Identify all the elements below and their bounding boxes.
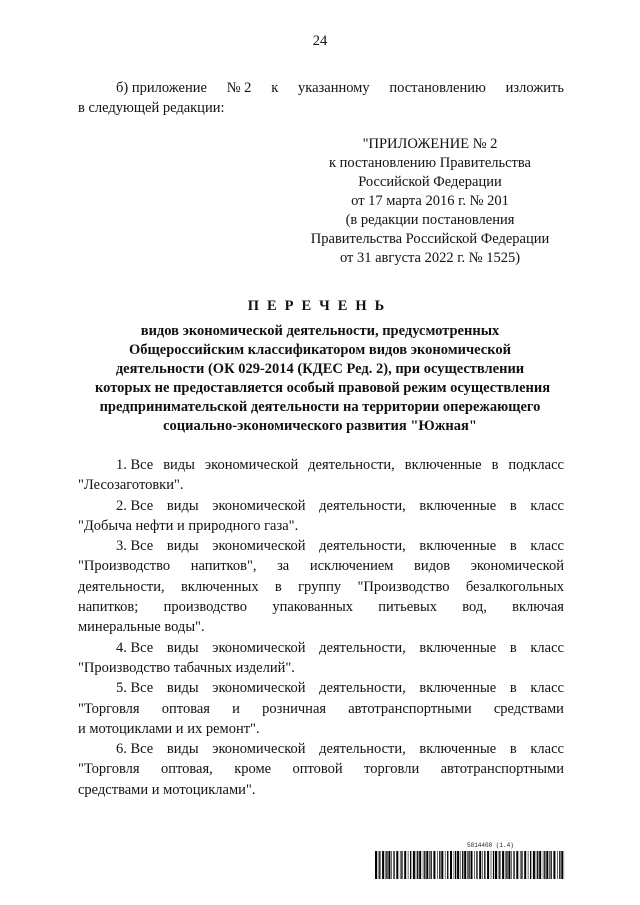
barcode-bar: [471, 851, 473, 879]
barcode-bar: [379, 851, 380, 879]
list-item-word: экономической: [470, 558, 564, 575]
list-item-line: [78, 699, 564, 719]
list-item-word: в: [509, 497, 517, 514]
barcode-bar: [429, 851, 430, 879]
barcode-bar: [455, 851, 456, 879]
list-item-line: [78, 455, 564, 475]
list-item-word: в: [509, 741, 517, 758]
list-item-line: [78, 577, 564, 597]
barcode-bar: [393, 851, 394, 879]
barcode-bar: [437, 851, 438, 879]
list-item-word: напитков;: [78, 599, 139, 616]
barcode-bar: [408, 851, 409, 879]
list-item-word: торговли: [364, 761, 420, 778]
subtitle-line: деятельности (ОК 029-2014 (КДЕС Ред. 2), при осуществлении: [115, 361, 525, 377]
barcode-bar: [474, 851, 475, 879]
intro-word: изложить: [505, 80, 564, 96]
list-item-word: кроме: [234, 761, 272, 778]
document-title: ПЕРЕЧЕНЬ: [247, 298, 393, 314]
barcode-bar: [493, 851, 494, 879]
barcode-bar: [476, 851, 477, 879]
list-item-line: [78, 597, 564, 617]
barcode-bar: [561, 851, 563, 879]
subtitle-line: видов экономической деятельности, предусмотренных: [140, 323, 500, 339]
barcode-bar: [385, 851, 386, 879]
barcode-bar: [401, 851, 402, 879]
barcode-bar: [396, 851, 398, 879]
list-item-word: средствами и мотоциклами".: [78, 781, 256, 798]
barcode-bar: [482, 851, 483, 879]
barcode-bar: [410, 851, 411, 879]
intro-word: б) приложение: [116, 80, 207, 96]
barcode-bar: [416, 851, 417, 879]
barcode-bar: [431, 851, 432, 879]
list-item-line: [78, 780, 564, 800]
list-item-line: [78, 739, 564, 759]
barcode-bar: [479, 851, 481, 879]
barcode-bar: [417, 851, 418, 879]
barcode-bar: [502, 851, 504, 879]
barcode-bar: [516, 851, 518, 879]
barcode-bar: [546, 851, 548, 879]
subtitle-line: которых не предоставляется особый правовой режим осуществления: [95, 380, 551, 396]
barcode-bar: [424, 851, 425, 879]
barcode-bar: [495, 851, 497, 879]
list-item-word: деятельности,: [319, 680, 406, 697]
list-item-word: деятельности,: [319, 741, 406, 758]
list-item-word: вод,: [462, 599, 487, 616]
subtitle-line: предпринимательской деятельности на территории опережающего: [99, 399, 541, 415]
list-item-word: "Производство табачных изделий".: [78, 659, 295, 676]
list-item-word: безалкогольных: [465, 578, 564, 595]
intro-word: указанному: [298, 80, 370, 96]
intro-paragraph: [78, 78, 564, 118]
barcode-bar: [528, 851, 529, 879]
list-item-word: в: [509, 639, 517, 656]
list-item-word: экономической: [212, 538, 306, 555]
list-item-word: виды: [166, 639, 199, 656]
list-item-word: класс: [530, 741, 564, 758]
document-subtitle: [95, 322, 551, 436]
list-item-line: [78, 516, 564, 536]
barcode-bar: [413, 851, 415, 879]
barcode-bar: [460, 851, 461, 879]
list-item-word: деятельности,: [78, 578, 165, 595]
list-item-word: оптовой: [292, 761, 343, 778]
barcode-caption: 5814408 (1.4): [467, 842, 514, 849]
barcode-bar: [375, 851, 377, 879]
list-item-line: [78, 617, 564, 637]
list-item-word: в: [274, 578, 282, 595]
barcode-bar: [419, 851, 421, 879]
barcode-bar: [423, 851, 424, 879]
barcode-bar: [447, 851, 448, 879]
barcode-bar: [433, 851, 435, 879]
list-item-word: включенных: [180, 578, 259, 595]
list-item-word: средствами: [493, 700, 564, 717]
list-item-word: деятельности,: [308, 457, 395, 473]
list-item-word: экономической: [204, 457, 299, 473]
barcode-bar: [513, 851, 514, 879]
intro-word: постановлению: [389, 80, 486, 96]
barcode-bar: [487, 851, 489, 879]
list-item-line: [78, 678, 564, 698]
list-item-word: включенные: [419, 639, 497, 656]
list-item: [78, 638, 564, 679]
list-item-word: включенные: [419, 741, 497, 758]
barcode-bar: [491, 851, 492, 879]
list-item-line: [78, 496, 564, 516]
list-item-word: 4. Все: [116, 639, 154, 656]
barcode-bar: [539, 851, 541, 879]
list-item-word: "Торговля: [78, 700, 140, 717]
barcode-bar: [508, 851, 510, 879]
list-item-word: автотранспортными: [440, 761, 564, 778]
appendix-line: от 17 марта 2016 г. № 201: [351, 193, 509, 209]
barcode-bar: [511, 851, 512, 879]
barcode-bar: [530, 851, 531, 879]
appendix-line: к постановлению Правительства: [329, 155, 531, 171]
barcode-bar: [454, 851, 455, 879]
list-item-word: "Производство: [78, 558, 171, 575]
barcode-bar: [520, 851, 521, 879]
list-item-word: минеральные воды".: [78, 619, 205, 636]
list-item-word: включая: [512, 599, 564, 616]
barcode-bar: [499, 851, 500, 879]
list-item-word: розничная: [262, 700, 327, 717]
barcode-bar: [549, 851, 550, 879]
barcode-bar: [386, 851, 387, 879]
list-item-word: включенные: [419, 680, 497, 697]
list-item-word: деятельности,: [319, 497, 406, 514]
appendix-line: (в редакции постановления: [345, 212, 515, 228]
list-item-word: оптовая,: [161, 761, 213, 778]
intro-line-2: в следующей редакции:: [78, 100, 225, 116]
list-item-word: исключением: [309, 558, 394, 575]
barcode-bar: [439, 851, 440, 879]
subtitle-line: социально-экономического развития "Южная": [163, 418, 477, 434]
barcode-bar: [378, 851, 379, 879]
list-item-word: виды: [166, 497, 199, 514]
barcode-bar: [557, 851, 558, 879]
list-item-word: "Добыча нефти и природного газа".: [78, 517, 299, 534]
page-number: 24: [312, 33, 328, 49]
barcode-bar: [505, 851, 506, 879]
barcode-bar: [462, 851, 463, 879]
list-item: [78, 455, 564, 496]
list-item-line: [78, 475, 564, 495]
list-item-word: экономической: [212, 639, 306, 656]
list-item-word: в: [509, 680, 517, 697]
list-item-word: экономической: [212, 741, 306, 758]
list-item-word: питьевых: [378, 599, 437, 616]
intro-word: № 2: [226, 80, 252, 96]
barcode-bar: [467, 851, 468, 879]
list-item-word: в: [491, 457, 499, 473]
barcode-bar: [544, 851, 545, 879]
list-item-word: деятельности,: [319, 639, 406, 656]
barcode-bar: [388, 851, 390, 879]
intro-line-1: [78, 78, 564, 98]
barcode-bar: [441, 851, 443, 879]
barcode-bar: [382, 851, 384, 879]
list-item-word: экономической: [212, 497, 306, 514]
list-item-word: и: [232, 700, 240, 717]
list-item-word: экономической: [212, 680, 306, 697]
barcode-bar: [536, 851, 537, 879]
list-item-word: производство: [163, 599, 248, 616]
barcode-bar: [426, 851, 428, 879]
list-item-word: 1. Все: [116, 457, 154, 473]
list-item-word: виды: [163, 457, 195, 473]
barcode-bar: [391, 851, 392, 879]
list-item-word: в: [509, 538, 517, 555]
items-list: [78, 455, 564, 800]
list-item-word: оптовая: [161, 700, 210, 717]
list-item-word: "Торговля: [78, 761, 140, 778]
list-item-word: упакованных: [272, 599, 353, 616]
barcode-bar: [404, 851, 406, 879]
list-item-line: [78, 536, 564, 556]
list-item-word: класс: [530, 538, 564, 555]
barcode-bar: [559, 851, 560, 879]
list-item: [78, 536, 564, 637]
barcode-bar: [445, 851, 446, 879]
barcode-bar: [468, 851, 469, 879]
list-item-word: 6. Все: [116, 741, 154, 758]
list-item: [78, 678, 564, 739]
list-item-word: включенные: [419, 497, 497, 514]
list-item-line: [78, 658, 564, 678]
barcode-bar: [524, 851, 526, 879]
barcode-bar: [521, 851, 522, 879]
barcode-bar: [553, 851, 555, 879]
list-item-word: автотранспортными: [348, 700, 472, 717]
list-item-word: включенные: [404, 457, 482, 473]
list-item-word: группу: [298, 578, 342, 595]
appendix-line: Российской Федерации: [358, 174, 502, 190]
barcode-bar: [533, 851, 535, 879]
list-item-word: включенные: [419, 538, 497, 555]
list-item-word: за: [277, 558, 290, 575]
list-item-word: видов: [414, 558, 451, 575]
appendix-line: Правительства Российской Федерации: [310, 231, 550, 247]
list-item-word: деятельности,: [319, 538, 406, 555]
list-item-line: [78, 638, 564, 658]
barcode-bar: [464, 851, 466, 879]
barcode-bar: [551, 851, 552, 879]
barcode-bar: [484, 851, 485, 879]
barcode-bar: [506, 851, 507, 879]
appendix-header: [280, 135, 580, 268]
list-item: [78, 496, 564, 537]
list-item-word: виды: [166, 538, 199, 555]
list-item-word: виды: [166, 741, 199, 758]
barcode-icon: [375, 851, 565, 879]
list-item-word: напитков",: [190, 558, 257, 575]
list-item-word: и мотоциклами и их ремонт".: [78, 720, 260, 737]
list-item-word: 3. Все: [116, 538, 154, 555]
barcode-bar: [450, 851, 452, 879]
barcode-bar: [457, 851, 459, 879]
list-item-word: виды: [166, 680, 199, 697]
list-item-line: [78, 719, 564, 739]
list-item-line: [78, 759, 564, 779]
list-item-word: класс: [530, 497, 564, 514]
list-item-word: класс: [530, 680, 564, 697]
list-item-word: класс: [530, 639, 564, 656]
list-item-word: 2. Все: [116, 497, 154, 514]
list-item-word: подкласс: [508, 457, 564, 473]
subtitle-line: Общероссийским классификатором видов экономической: [129, 342, 511, 358]
barcode-bar: [400, 851, 401, 879]
barcode-bar: [498, 851, 499, 879]
barcode-bar: [543, 851, 544, 879]
list-item-word: "Производство: [357, 578, 450, 595]
appendix-line: "ПРИЛОЖЕНИЕ № 2: [362, 136, 498, 152]
intro-word: к: [271, 80, 279, 96]
barcode-bar: [537, 851, 538, 879]
appendix-line: от 31 августа 2022 г. № 1525): [339, 250, 521, 266]
list-item: [78, 739, 564, 800]
list-item-line: [78, 556, 564, 576]
list-item-word: 5. Все: [116, 680, 154, 697]
list-item-word: "Лесозаготовки".: [78, 477, 184, 494]
